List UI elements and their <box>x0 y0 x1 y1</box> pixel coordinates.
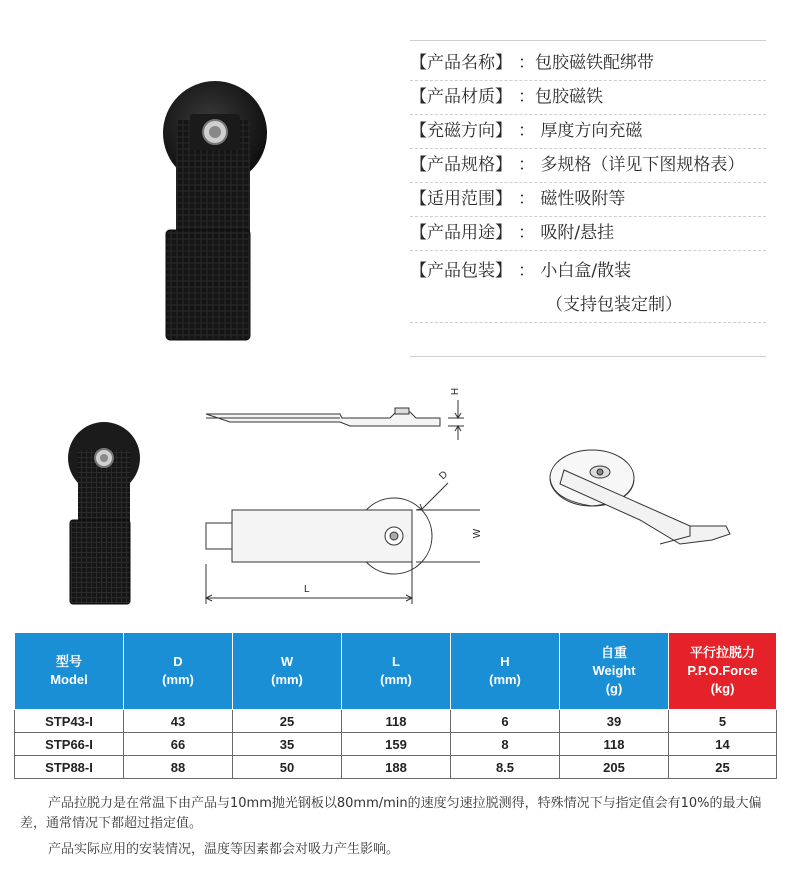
table-cell: 50 <box>233 756 342 779</box>
spec-table <box>14 632 777 779</box>
spec-key: 【产品名称】 <box>410 53 512 73</box>
header-line: (mm) <box>271 672 303 687</box>
header-line: (mm) <box>162 672 194 687</box>
isometric-drawing <box>540 440 740 560</box>
header-line: (mm) <box>380 672 412 687</box>
table-cell: 8 <box>451 733 560 756</box>
spec-row <box>410 254 766 288</box>
table-cell: 8.5 <box>451 756 560 779</box>
table-cell: 188 <box>342 756 451 779</box>
spec-bottom-rule <box>410 356 766 357</box>
header-line: H <box>500 654 510 669</box>
table-cell: 205 <box>560 756 669 779</box>
spec-row <box>410 80 766 115</box>
spec-extra-text: （支持包装定制） <box>546 295 682 315</box>
table-cell: STP88-I <box>15 756 124 779</box>
header-l <box>342 633 451 710</box>
spec-value: ：包胶磁铁 <box>518 87 603 107</box>
table-cell: 159 <box>342 733 451 756</box>
spec-key: 【适用范围】 <box>410 189 512 209</box>
table-cell: 6 <box>451 710 560 733</box>
header-line: Model <box>50 672 88 687</box>
header-line: L <box>392 654 400 669</box>
table-cell: 5 <box>669 710 777 733</box>
header-line: (mm) <box>489 672 521 687</box>
spec-value: ： 厚度方向充磁 <box>518 121 643 141</box>
spec-top-rule <box>410 40 766 41</box>
spec-value: ： 小白盒/散装 <box>518 261 632 281</box>
table-cell: 35 <box>233 733 342 756</box>
table-cell: STP43-I <box>15 710 124 733</box>
spec-key: 【产品包装】 <box>410 261 512 281</box>
header-line: Weight <box>592 663 636 678</box>
spec-row <box>410 114 766 149</box>
header-line: P.P.O.Force <box>687 663 758 678</box>
dim-label-w: W <box>472 528 484 539</box>
table-cell: 43 <box>124 710 233 733</box>
spec-key: 【产品材质】 <box>410 87 512 107</box>
table-cell: 118 <box>560 733 669 756</box>
header-line: 平行拉脱力 <box>689 645 755 660</box>
header-line: (kg) <box>710 681 735 696</box>
spec-row <box>410 216 766 251</box>
table-cell: 25 <box>669 756 777 779</box>
header-line: (g) <box>605 681 623 696</box>
spec-row <box>410 182 766 217</box>
spec-value: ：包胶磁铁配绑带 <box>518 53 654 73</box>
table-cell: 25 <box>233 710 342 733</box>
spec-extra <box>410 288 766 323</box>
header-ppo-force <box>669 633 777 710</box>
product-photo-small <box>64 420 164 610</box>
dim-label-d: D <box>437 469 451 482</box>
spec-row <box>410 46 766 81</box>
table-cell: 88 <box>124 756 233 779</box>
table-cell: 14 <box>669 733 777 756</box>
technical-drawing <box>190 378 484 610</box>
note-installation: 产品实际应用的安装情况，温度等因素都会对吸力产生影响。 <box>48 842 400 857</box>
table-row <box>15 733 777 756</box>
note-pull-force: 产品拉脱力是在常温下由产品与10mm抛光钢板以80mm/min的速度匀速拉脱测得，特殊情况下与指定值会有10%的最大偏差，通常情况下都超过指定值。 <box>20 796 762 831</box>
spec-key: 【产品用途】 <box>410 223 512 243</box>
dim-label-l: L <box>304 584 310 595</box>
header-weight <box>560 633 669 710</box>
table-row <box>15 756 777 779</box>
spec-row <box>410 148 766 183</box>
header-d <box>124 633 233 710</box>
header-h <box>451 633 560 710</box>
spec-key: 【产品规格】 <box>410 155 512 175</box>
spec-value: ： 磁性吸附等 <box>518 189 626 209</box>
header-model <box>15 633 124 710</box>
table-cell: 66 <box>124 733 233 756</box>
dim-label-h: H <box>450 387 462 396</box>
table-cell: STP66-I <box>15 733 124 756</box>
table-row <box>15 710 777 733</box>
header-line: W <box>280 654 294 669</box>
spec-value: ： 吸附/悬挂 <box>518 223 615 243</box>
header-line: 型号 <box>55 654 82 669</box>
header-line: 自重 <box>600 645 627 660</box>
header-line: D <box>173 654 183 669</box>
table-cell: 39 <box>560 710 669 733</box>
product-photo-large <box>150 80 300 350</box>
spec-value: ： 多规格（详见下图规格表） <box>518 155 745 175</box>
header-w <box>233 633 342 710</box>
table-cell: 118 <box>342 710 451 733</box>
spec-rule <box>410 322 766 323</box>
table-header-row <box>15 633 777 710</box>
spec-key: 【充磁方向】 <box>410 121 512 141</box>
